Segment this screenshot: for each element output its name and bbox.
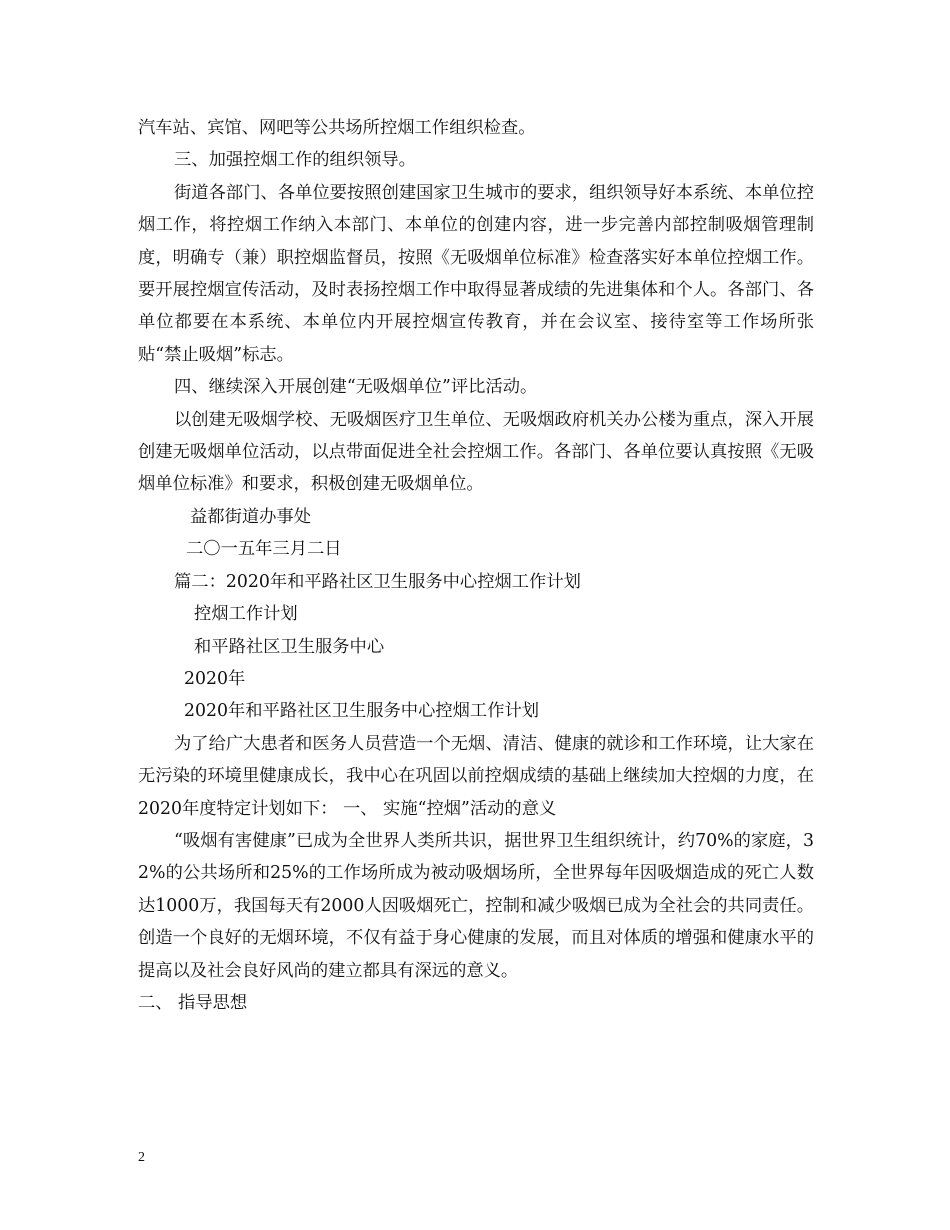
paragraph: 以创建无吸烟学校、无吸烟医疗卫生单位、无吸烟政府机关办公楼为重点，深入开展创建无吸烟单位活动，以点带面促进全社会控烟工作。各部门、各单位要认真按照《无吸烟单位标准》和要求，积极创建无吸烟单位。: [138, 409, 814, 495]
plan-organization: 和平路社区卫生服务中心: [194, 636, 385, 657]
paragraph: 汽车站、宾馆、网吧等公共场所控烟工作组织检查。: [138, 118, 536, 138]
plan-year: 2020年: [184, 668, 246, 689]
paragraph: 为了给广大患者和医务人员营造一个无烟、清洁、健康的就诊和工作环境，让大家在无污染的环境里健康成长，我中心在巩固以前控烟成绩的基础上继续加大控烟的力度，在2020年度特定计划如下： 一、 实施“控烟”活动的意义: [138, 733, 814, 819]
paragraph: “吸烟有害健康”已成为全世界人类所共识，据世界卫生组织统计，约70%的家庭，32%的公共场所和25%的工作场所成为被动吸烟场所，全世界每年因吸烟造成的死亡人数达1000万，我国每天有2000人因吸烟死亡，控制和减少吸烟已成为全社会的共同责任。创造一个良好的无烟环境，不仅有益于身心健康的发展，而且对体质的增强和健康水平的提高以及社会良好风尚的建立都具有深远的意义。: [138, 830, 814, 981]
plan-title: 控烟工作计划: [194, 604, 298, 625]
section-heading: 三、加强控烟工作的组织领导。: [174, 150, 416, 171]
article-title: 篇二：2020年和平路社区卫生服务中心控烟工作计划: [174, 571, 581, 592]
document-body: [138, 112, 814, 1019]
signature-date: 二〇一五年三月二日: [186, 539, 342, 560]
page-number: 2: [138, 1150, 145, 1165]
plan-full-title: 2020年和平路社区卫生服务中心控烟工作计划: [184, 701, 540, 722]
section-heading: 二、 指导思想: [138, 992, 248, 1013]
paragraph: 街道各部门、各单位要按照创建国家卫生城市的要求，组织领导好本系统、本单位控烟工作，将控烟工作纳入本部门、本单位的创建内容，进一步完善内部控制吸烟管理制度，明确专（兼）职控烟监督员，按照《无吸烟单位标准》检查落实好本单位控烟工作。要开展控烟宣传活动，及时表扬控烟工作中取得显著成绩的先进集体和个人。各部门、各单位都要在本系统、本单位内开展控烟宣传教育，并在会议室、接待室等工作场所张贴“禁止吸烟”标志。: [138, 182, 814, 365]
signature-office: 益都街道办事处: [190, 506, 311, 527]
section-heading: 四、继续深入开展创建“无吸烟单位”评比活动。: [174, 377, 538, 398]
